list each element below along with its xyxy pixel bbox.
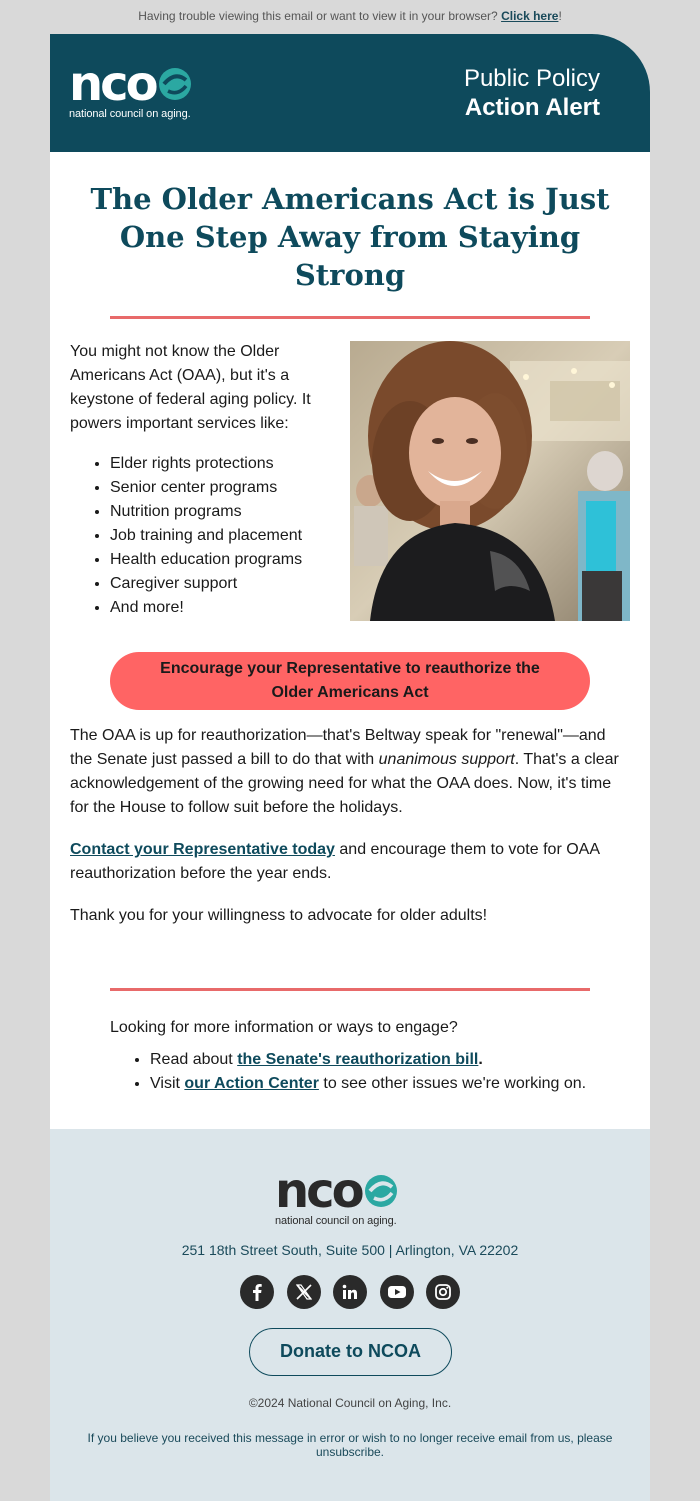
view-in-browser-link[interactable]: Click here	[501, 9, 559, 23]
list-item: • Job training and placement	[110, 524, 330, 548]
preheader	[0, 9, 700, 23]
footer-logo-tagline: national council on aging.	[275, 1215, 397, 1227]
reauth-text-a: The OAA is up for reauthorization—that's Beltway speak for "renewal"—and the Senate just passed a bill to do that with	[70, 727, 606, 768]
linkedin-icon[interactable]	[333, 1275, 367, 1309]
more-info-list	[130, 1048, 586, 1096]
email-card	[50, 34, 650, 1501]
footer	[50, 1129, 650, 1501]
header-title-line2: Action Alert	[464, 94, 600, 121]
list-item: • Caregiver support	[110, 572, 330, 596]
logo-letters: nco	[69, 56, 156, 112]
benefits-list	[90, 452, 330, 620]
reauth-text-b: . That's a clear acknowledgement of the growing need for what the OAA does. Now, it's time for the House to follow suit before the holidays.	[70, 751, 619, 816]
header-title-line1: Public Policy	[463, 65, 600, 92]
footer-ncoa-logo[interactable]	[275, 1163, 398, 1227]
footer-logo-letters: nco	[275, 1163, 362, 1219]
preheader-text: Having trouble viewing this email or want to view it in your browser?	[138, 9, 498, 23]
youtube-icon[interactable]	[380, 1275, 414, 1309]
contact-representative-link[interactable]: Contact your Representative today	[70, 841, 335, 858]
email-header	[50, 34, 650, 152]
list-item: • Nutrition programs	[110, 500, 330, 524]
senate-bill-link[interactable]: the Senate's reauthorization bill	[237, 1051, 479, 1068]
logo-tagline: national council on aging.	[69, 108, 191, 120]
header-title	[464, 64, 600, 122]
divider-top	[110, 316, 590, 319]
list-item: • Health education programs	[110, 548, 330, 572]
contact-paragraph	[70, 838, 630, 886]
list-item	[150, 1048, 586, 1072]
instagram-icon[interactable]	[426, 1275, 460, 1309]
item2-post: to see other issues we're working on.	[318, 1075, 587, 1092]
divider-bottom	[110, 988, 590, 991]
more-info-lead: Looking for more information or ways to engage?	[110, 1019, 458, 1036]
copyright: ©2024 National Council on Aging, Inc.	[248, 1396, 452, 1410]
item1-pre: Read about	[150, 1051, 238, 1068]
donate-button[interactable]: Donate to NCOA	[249, 1328, 452, 1376]
cta-line2: Older Americans Act	[271, 684, 429, 701]
intro-paragraph: You might not know the Older Americans Act (OAA), but it's a keystone of federal aging policy. It powers important services like:	[70, 343, 311, 432]
facebook-icon[interactable]	[240, 1275, 274, 1309]
cta-line1: Encourage your Representative to reauthorize the	[160, 660, 540, 677]
footer-logo-mark-icon	[364, 1174, 398, 1208]
social-links	[240, 1275, 460, 1309]
list-item: • Elder rights protections	[110, 452, 330, 476]
ncoa-logo[interactable]	[69, 56, 192, 120]
unanimous-support-emphasis: unanimous support	[378, 751, 515, 768]
list-item: • And more!	[110, 596, 330, 620]
list-item: • Senior center programs	[110, 476, 330, 500]
reauthorize-cta-button[interactable]	[110, 652, 590, 710]
x-icon[interactable]	[287, 1275, 321, 1309]
item1-post: .	[478, 1051, 483, 1068]
address: 251 18th Street South, Suite 500 | Arlington, VA 22202	[181, 1242, 519, 1258]
logo-mark-icon	[158, 67, 192, 101]
item2-pre: Visit	[150, 1075, 185, 1092]
action-center-link[interactable]: our Action Center	[184, 1075, 319, 1092]
unsubscribe-notice[interactable]: If you believe you received this message in error or wish to no longer receive email from us, please unsubscribe.	[87, 1431, 613, 1459]
headline: The Older Americans Act is Just One Step Away from Staying Strong	[90, 182, 610, 292]
contact-text: and encourage them to vote for OAA reauthorization before the year ends.	[70, 841, 600, 882]
list-item	[150, 1072, 586, 1096]
reauthorization-paragraph	[70, 724, 630, 820]
preheader-suffix: !	[558, 9, 562, 23]
older-woman-photo	[350, 341, 630, 621]
thanks-paragraph: Thank you for your willingness to advocate for older adults!	[70, 907, 488, 924]
